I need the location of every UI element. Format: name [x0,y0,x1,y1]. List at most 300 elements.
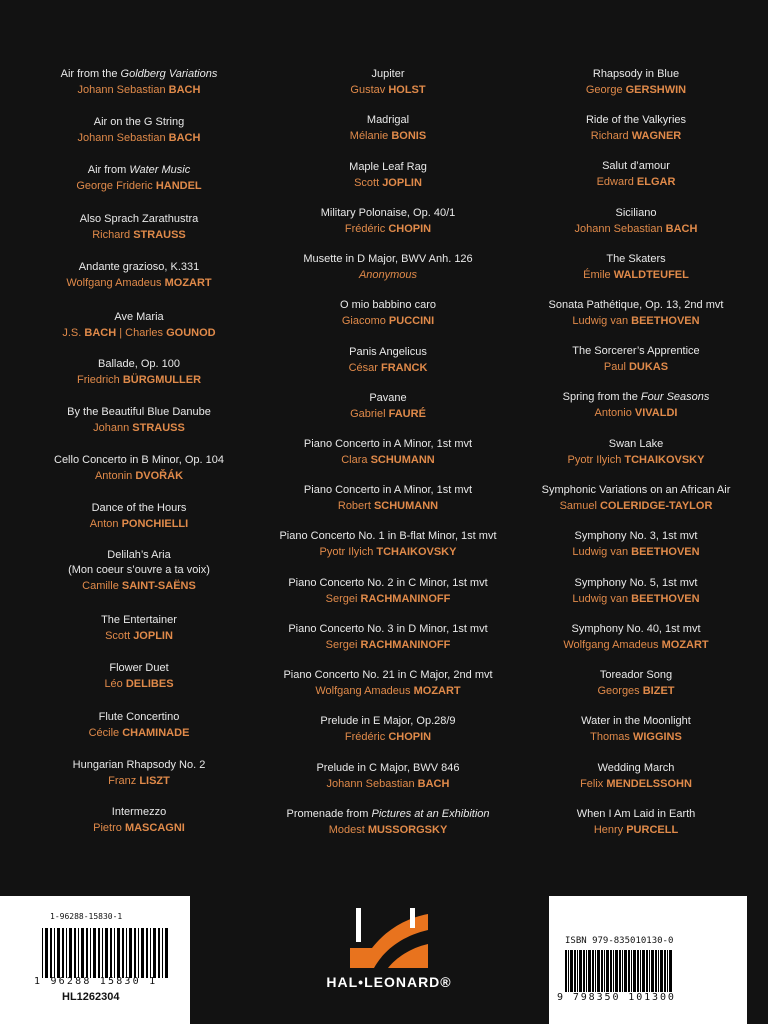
piece-title [263,67,513,82]
title-text: Pavane [369,392,407,404]
composer-first-name: Clara [341,454,371,466]
barcode-bar [62,928,64,978]
piece-title [511,483,761,498]
composer-first-name: Cécile [88,727,123,739]
barcode-bar [583,950,585,992]
title-text: Piano Concerto No. 21 in C Major, 2nd mvt [283,669,493,681]
composer-last-name: BIZET [642,685,675,697]
piece-title [511,668,761,683]
barcode-bar [165,928,168,978]
barcode-bar [117,928,120,978]
product-code: HL1262304 [62,991,120,1003]
piece-title [511,206,761,221]
title-text: Rhapsody in Blue [592,68,680,80]
barcode-panel-right [549,896,747,1024]
piece-entry [263,252,513,283]
composer [263,591,513,607]
barcode-bar [606,950,609,992]
composer-first-name: Samuel [559,500,600,512]
composer [511,359,761,375]
title-text: Panis Angelicus [349,346,427,358]
piece-title [263,622,513,637]
title-text: Hungarian Rhapsody No. 2 [72,759,206,771]
composer-first-name: Ludwig van [572,593,632,605]
piece-title [263,483,513,498]
piece-entry [263,714,513,745]
barcode-bar [146,928,148,978]
composer-first-name: Pietro [93,822,125,834]
barcode-panel-left [0,896,190,1024]
composer [511,544,761,560]
composer-last-name: WAGNER [631,130,682,142]
barcode-bar [667,950,668,992]
piece-entry [14,163,264,194]
barcode-bar [649,950,650,992]
title-text: Musette in D Major, BWV Anh. 126 [303,253,473,265]
piece-entry [511,576,761,607]
piece-title [14,357,264,372]
composer-last-name: LISZT [139,775,170,787]
piece-title-line2: (Mon coeur s’ouvre a ta voix) [68,564,210,576]
piece-entry [263,668,513,699]
piece-entry [14,310,264,341]
piece-entry [511,390,761,421]
barcode-bar [141,928,144,978]
title-text: Dance of the Hours [91,502,187,514]
piece-title [511,622,761,637]
piece-entry [263,483,513,514]
composer [511,637,761,653]
title-text: Water in the Moonlight [581,715,691,727]
composer-last-name: ELGAR [636,176,676,188]
barcode-bar [45,928,48,978]
piece-entry [511,298,761,329]
composer [263,637,513,653]
barcode-bar [640,950,641,992]
barcode-bar [637,950,639,992]
piece-title [14,453,264,468]
piece-entry [511,113,761,144]
piece-title [263,252,513,267]
piece-entry [14,501,264,532]
barcode-bar [586,950,587,992]
composer-first-name: Henry [593,824,627,836]
piece-title [263,807,513,822]
composer-last-name: BACH [417,778,450,790]
composer-last-name: BÜRGMULLER [122,374,202,386]
composer [14,372,264,388]
composer [263,221,513,237]
composer-first-name: Ludwig van [572,315,632,327]
piece-title [511,437,761,452]
composer-last-name: DELIBES [125,678,174,690]
piece-title [511,113,761,128]
piece-entry [14,805,264,836]
piece-entry [14,661,264,692]
piece-title [14,710,264,725]
barcode-right [565,950,673,992]
barcode-bar [150,928,151,978]
piece-title [511,159,761,174]
title-text: Jupiter [371,68,405,80]
piece-entry [511,483,761,514]
composer [263,128,513,144]
piece-entry [263,67,513,98]
title-text: Flower Duet [109,662,169,674]
composer-last-name: JOPLIN [382,177,422,189]
barcode-bar [110,928,112,978]
title-text: Intermezzo [111,806,167,818]
piece-title [14,163,264,178]
piece-entry [511,67,761,98]
composer [14,628,264,644]
composer-anonymous: Anonymous [358,269,418,281]
piece-title [263,345,513,360]
composer [14,773,264,789]
barcode-right-digits: 9 798350 101300 [557,992,676,1003]
piece-entry [263,391,513,422]
piece-title [263,437,513,452]
barcode-bar [615,950,618,992]
barcode-bar [646,950,648,992]
composer-first-name: Friedrich [76,374,123,386]
composer [263,313,513,329]
barcode-bar [651,950,654,992]
composer-first-name: George [585,84,626,96]
barcode-bar [577,950,578,992]
piece-title [14,260,264,275]
piece-entry [263,113,513,144]
piece-entry [511,437,761,468]
title-italic: Four Seasons [640,391,710,403]
composer-last-name: DUKAS [628,361,669,373]
composer [263,498,513,514]
barcode-bar [78,928,79,978]
composer-first-name: César [348,362,381,374]
title-text: Cello Concerto in B Minor, Op. 104 [54,454,224,466]
composer [511,498,761,514]
piece-title [263,298,513,313]
composer-last-name: RACHMANINOFF [360,639,451,651]
composer-first-name: Wolfgang Amadeus [563,639,662,651]
composer-first-name: Pyotr Ilyich [319,546,377,558]
composer-first-name: Johann Sebastian [77,132,169,144]
piece-entry [263,529,513,560]
piece-title [14,758,264,773]
composer [511,591,761,607]
composer-last-name: MENDELSSOHN [606,778,692,790]
piece-title [263,160,513,175]
title-text: Piano Concerto in A Minor, 1st mvt [303,484,473,496]
barcode-bar [574,950,576,992]
piece-title [14,310,264,325]
composer [14,676,264,692]
barcode-bar [57,928,60,978]
title-text: Wedding March [597,762,675,774]
title-text: Prelude in E Major, Op.28/9 [320,715,456,727]
title-text: Ballade, Op. 100 [98,358,180,370]
barcode-bar [664,950,666,992]
barcode-bar [568,950,569,992]
piece-entry [263,345,513,376]
composer-first-name: Johann [93,422,133,434]
composer [511,405,761,421]
composer [511,221,761,237]
composer [14,578,264,594]
composer-last-name: BEETHOVEN [631,593,700,605]
title-text: Air from [87,164,130,176]
composer-last-name: FRANCK [380,362,428,374]
composer [263,406,513,422]
title-text: Delilah’s Aria [107,549,171,561]
composer-first-name: Edward [596,176,637,188]
piece-entry [511,668,761,699]
barcode-bar [66,928,67,978]
barcode-bar [158,928,160,978]
composer [511,267,761,283]
title-text: Andante grazioso, K.331 [78,261,200,273]
barcode-bar [570,950,573,992]
title-text: Madrigal [366,114,410,126]
composer [511,174,761,190]
barcode-bar [565,950,567,992]
composer-first-name: Felix [580,778,607,790]
title-text: Symphony No. 40, 1st mvt [571,623,701,635]
composer-last-name: PUCCINI [388,315,435,327]
composer-first-name: Antonio [594,407,635,419]
title-italic: Pictures at an Exhibition [371,808,490,820]
composer-last-name: BACH [168,84,201,96]
piece-title [263,206,513,221]
piece-title [263,391,513,406]
barcode-bar [642,950,645,992]
piece-entry [263,576,513,607]
barcode-left-digits: 1 96288 15830 1 [34,976,158,987]
composer [263,452,513,468]
composer-first-name: Scott [354,177,383,189]
piece-entry [511,714,761,745]
composer [511,128,761,144]
barcode-bar [579,950,582,992]
piece-title [14,115,264,130]
composer [14,468,264,484]
composer-last-name: HOLST [388,84,426,96]
composer [263,267,513,283]
piece-entry [14,548,264,594]
title-text: Prelude in C Major, BWV 846 [316,762,460,774]
piece-title [263,576,513,591]
barcode-left [42,928,168,978]
title-text: Maple Leaf Rag [349,161,427,173]
barcode-bar [50,928,52,978]
piece-entry [14,115,264,146]
composer-last-name: FAURÉ [388,408,426,420]
title-text: The Entertainer [101,614,177,626]
piece-entry [511,807,761,838]
piece-title [511,807,761,822]
barcode-bar [74,928,76,978]
composer-last-name: SCHUMANN [370,454,435,466]
piece-entry [14,710,264,741]
barcode-bar [102,928,103,978]
title-italic: Goldberg Variations [120,68,218,80]
piece-title [263,668,513,683]
title-text: Also Sprach Zarathustra [79,213,199,225]
composer [511,82,761,98]
piece-title [14,67,264,82]
barcode-bar [631,950,632,992]
piece-title [14,805,264,820]
column-3 [511,67,761,847]
composer-last-name: CHOPIN [388,731,432,743]
barcode-bar [69,928,72,978]
title-text: O mio babbino caro [340,299,436,311]
composer-first-name: Émile [583,269,614,281]
piece-entry [511,252,761,283]
composer [263,822,513,838]
piece-entry [14,453,264,484]
piece-entry [14,260,264,291]
title-text: Air on the G String [93,116,185,128]
piece-title [511,761,761,776]
composer-last-name: WIGGINS [632,731,682,743]
composer-last-name: TCHAIKOVSKY [624,454,705,466]
piece-entry [263,761,513,792]
composer-last-name: DVOŘÁK [135,470,184,482]
title-text: Piano Concerto No. 2 in C Minor, 1st mvt [288,577,488,589]
composer-last-name: MOZART [661,639,709,651]
barcode-bar [81,928,84,978]
barcode-bar [669,950,672,992]
column-2 [263,67,513,847]
composer-first-name: Wolfgang Amadeus [66,277,165,289]
barcode-bar [610,950,612,992]
barcode-bar [122,928,124,978]
composer-last-name: BONIS [391,130,427,142]
composer-last-name: RACHMANINOFF [360,593,451,605]
publisher-wordmark: HAL•LEONARD® [326,974,452,990]
composer-last-name: SAINT-SAËNS [121,580,196,592]
composer2-first-name: | Charles [116,327,167,339]
composer-first-name: Johann Sebastian [326,778,418,790]
composer-first-name: Wolfgang Amadeus [315,685,414,697]
barcode-bar [134,928,136,978]
composer [511,313,761,329]
title-text: Sonata Pathétique, Op. 13, 2nd mvt [548,299,724,311]
title-text: Symphony No. 5, 1st mvt [574,577,698,589]
composer-first-name: Paul [603,361,629,373]
composer [14,820,264,836]
barcode-bar [597,950,600,992]
barcode-bar [126,928,127,978]
composer [14,82,264,98]
composer-first-name: Ludwig van [572,546,632,558]
title-text: Military Polonaise, Op. 40/1 [320,207,456,219]
piece-title [14,405,264,420]
piece-entry [511,344,761,375]
title-text: Promenade from [286,808,372,820]
piece-title [14,661,264,676]
title-text: Symphonic Variations on an African Air [541,484,731,496]
composer-first-name: Franz [108,775,140,787]
piece-entry [511,529,761,560]
composer-first-name: Johann Sebastian [574,223,666,235]
piece-title [511,252,761,267]
composer-first-name: Antonin [94,470,136,482]
piece-entry [14,758,264,789]
piece-entry [511,206,761,237]
composer-last-name: WALDTEUFEL [613,269,689,281]
isbn-text: ISBN 979-835010130-0 [565,936,674,946]
piece-title [511,298,761,313]
title-text: Swan Lake [608,438,664,450]
piece-entry [263,437,513,468]
composer [14,227,264,243]
title-text: Flute Concertino [98,711,180,723]
barcode-bar [129,928,132,978]
composer [263,776,513,792]
title-text: The Skaters [606,253,666,265]
title-text: Siciliano [615,207,657,219]
composer-first-name: Robert [337,500,374,512]
barcode-bar [624,950,627,992]
composer [263,729,513,745]
barcode-bar [601,950,603,992]
composer-first-name: George Frideric [76,180,156,192]
composer-last-name: CHOPIN [388,223,432,235]
barcode-bar [86,928,88,978]
piece-entry [14,613,264,644]
barcode-bar [658,950,659,992]
piece-entry [14,357,264,388]
composer-last-name: MOZART [413,685,461,697]
barcode-bar [655,950,657,992]
composer-first-name: Johann Sebastian [77,84,169,96]
composer [14,516,264,532]
composer-last-name: MUSSORGSKY [367,824,448,836]
composer-first-name: Scott [105,630,134,642]
composer-last-name: BACH [168,132,201,144]
piece-entry [263,298,513,329]
barcode-bar [90,928,91,978]
column-1 [14,67,264,847]
composer-first-name: Richard [590,130,632,142]
composer-first-name: Richard [92,229,134,241]
title-text: Air from the [60,68,121,80]
composer-last-name: BACH [84,327,117,339]
piece-title [14,501,264,516]
composer [14,275,264,291]
composer-last-name: MASCAGNI [124,822,185,834]
title-text: Piano Concerto No. 1 in B-flat Minor, 1st mvt [279,530,497,542]
composer [263,544,513,560]
barcode-bar [660,950,663,992]
composer-first-name: Gabriel [350,408,389,420]
composer-first-name: Mélanie [349,130,392,142]
piece-title [263,761,513,776]
composer-first-name: Gustav [350,84,389,96]
composer [511,683,761,699]
barcode-bar [619,950,621,992]
barcode-bar [98,928,100,978]
barcode-bar [138,928,139,978]
barcode-bar [604,950,605,992]
composer [263,360,513,376]
piece-entry [511,622,761,653]
piece-title [263,714,513,729]
piece-title [511,344,761,359]
composer-last-name: BEETHOVEN [631,546,700,558]
